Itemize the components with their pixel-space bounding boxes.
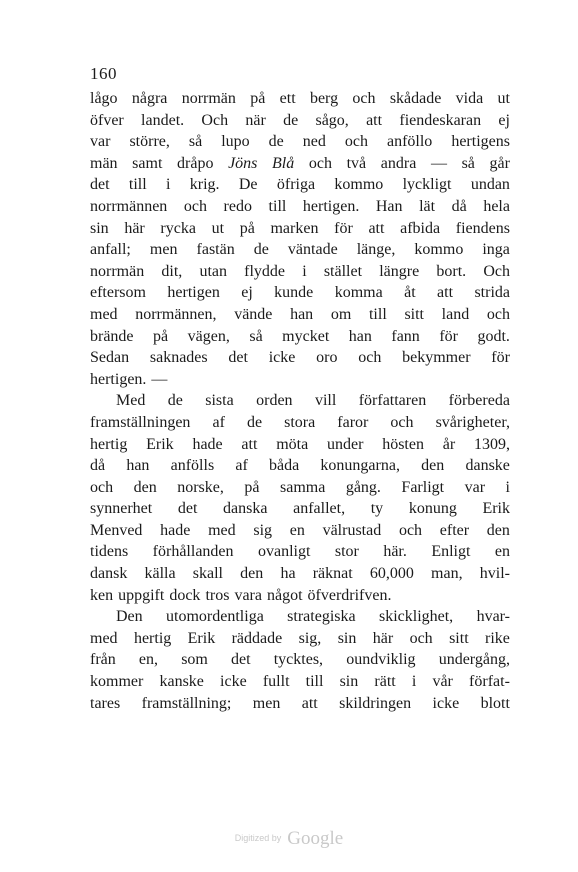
text-line: var större, så lupo de ned och anföllo hertigens xyxy=(90,133,510,151)
text-line: hertigen. — xyxy=(90,370,168,388)
text-line: lågo några norrmän på ett berg och skådade vida ut xyxy=(90,90,510,107)
digitization-watermark xyxy=(0,828,578,850)
text-line: Sedan saknades det icke oro och bekymmer för xyxy=(90,349,510,367)
text-line: brände på vägen, så mycket han fann för godt. xyxy=(90,327,510,345)
text-line: kommer kanske icke fullt till sin rätt i vår förfat- xyxy=(90,673,510,691)
watermark-prefix: Digitized by xyxy=(234,833,282,843)
text-line: hertig Erik hade att möta under hösten år 1309, xyxy=(90,435,510,453)
watermark-brand: Google xyxy=(287,828,344,849)
text-line: Menved hade med sig en välrustad och efter den xyxy=(90,521,510,539)
text-line: tares framställning; men att skildringen icke blott xyxy=(90,694,510,712)
text-line: och den norske, på samma gång. Farligt var i xyxy=(90,478,510,496)
text-line: norrmän dit, utan flydde i stället längre bort. Och xyxy=(90,262,510,280)
text-line: Den utomordentliga strategiska skicklighet, hvar- xyxy=(116,608,510,626)
page-number: 160 xyxy=(90,64,117,83)
text-line: tidens förhållanden ovanligt stor här. Enligt en xyxy=(90,543,510,561)
text-line: dansk källa skall den ha räknat 60,000 man, hvil- xyxy=(90,565,510,583)
text-line: sin här rycka ut på marken för att afbida fiendens xyxy=(90,219,510,237)
text-line: framställningen af de stora faror och svårigheter, xyxy=(90,413,510,431)
text-line: norrmännen och redo till hertigen. Han lät då hela xyxy=(90,197,510,215)
text-line: öfver landet. Och när de sågo, att fiendeskaran ej xyxy=(90,111,510,129)
text-line: med hertig Erik räddade sig, sin här och sitt rike xyxy=(90,629,510,647)
text-line: Med de sista orden vill författaren förbereda xyxy=(116,392,510,410)
text-line: män samt dråpo Jöns Blå och två andra — så går xyxy=(90,154,510,172)
text-line: anfall; men fastän de väntade länge, kommo inga xyxy=(90,241,510,259)
text-line: det till i krig. De öfriga kommo lyckligt undan xyxy=(90,176,510,194)
text-line: synnerhet det danska anfallet, ty konung Erik xyxy=(90,500,510,518)
text-line: från en, som det tycktes, oundviklig undergång, xyxy=(90,651,510,669)
text-line: med norrmännen, vände han om till sitt land och xyxy=(90,305,510,323)
body-text xyxy=(90,88,510,714)
text-line: ken uppgift dock tros vara något öfverdrifven. xyxy=(90,586,392,604)
text-line: eftersom hertigen ej kunde komma åt att strida xyxy=(90,284,510,302)
text-line: då han anfölls af båda konungarna, den danske xyxy=(90,457,510,475)
